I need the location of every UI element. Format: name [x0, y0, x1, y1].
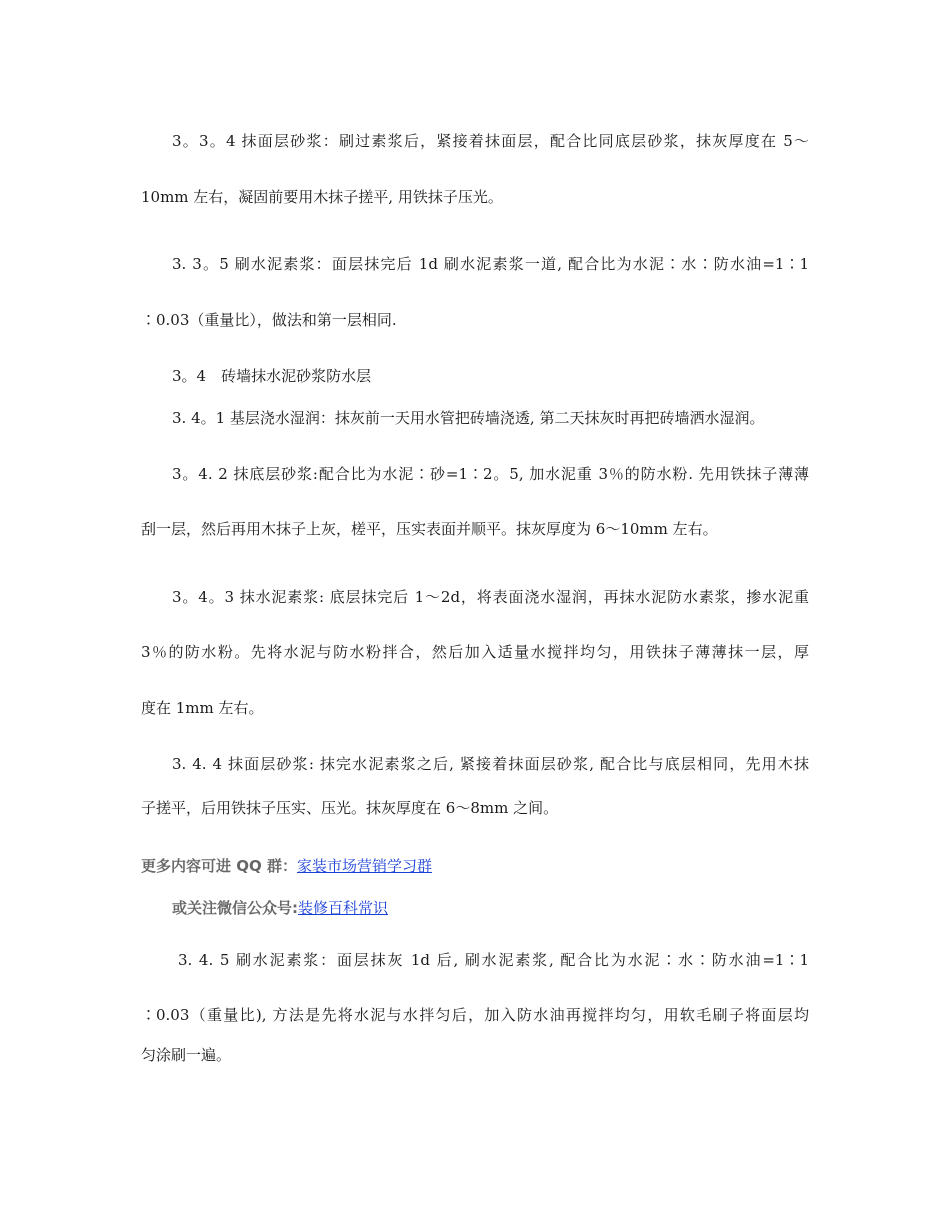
text-line: 3％的防水粉。先将水泥与防水粉拌合，然后加入适量水搅拌均匀，用铁抹子薄薄抹一层，厚 [141, 643, 809, 661]
paragraph-3-3-5 [0, 254, 950, 274]
promo-wechat-label: 或关注微信公众号: [172, 899, 298, 917]
text-line: 3。4。3 抹水泥素浆: 底层抹完后 1～2d，将表面浇水湿润，再抹水泥防水素浆，掺水泥重 [172, 588, 809, 606]
paragraph-3-4-2-cont [0, 519, 950, 539]
paragraph-3-4-4-cont [0, 798, 950, 818]
paragraph-3-4-5-cont [0, 1005, 950, 1025]
paragraph-3-3-4-cont [0, 187, 950, 207]
section-heading: 3。4 砖墙抹水泥砂浆防水层 [172, 367, 372, 385]
text-line: ∶0.03（重量比), 方法是先将水泥与水拌匀后，加入防水油再搅拌均匀，用软毛刷子将面层均 [141, 1006, 809, 1024]
text-line: 3. 4。1 基层浇水湿润：抹灰前一天用水管把砖墙浇透, 第二天抹灰时再把砖墙洒水湿润。 [172, 409, 765, 427]
paragraph-3-4-3-cont2 [0, 698, 950, 718]
paragraph-3-3-5-cont [0, 310, 950, 330]
text-line: 3. 4. 4 抹面层砂浆: 抹完水泥素浆之后, 紧接着抹面层砂浆, 配合比与底层相同，先用木抹 [172, 755, 809, 773]
text-line: 度在 1mm 左右。 [141, 699, 264, 717]
paragraph-3-4-3 [0, 587, 950, 607]
text-line: 3. 4. 5 刷水泥素浆：面层抹灰 1d 后, 刷水泥素浆, 配合比为水泥∶水∶防水油=1∶1 [178, 951, 809, 969]
promo-qq-label: 更多内容可进 QQ 群： [141, 857, 297, 875]
paragraph-3-4-3-cont [0, 642, 950, 662]
qq-group-link[interactable]: 家装市场营销学习群 [296, 857, 432, 875]
paragraph-3-4-1 [0, 408, 950, 428]
text-line: 3. 3。5 刷水泥素浆：面层抹完后 1d 刷水泥素浆一道, 配合比为水泥∶水∶防水油=1∶1 [172, 255, 809, 273]
section-heading-3-4 [0, 366, 950, 386]
text-line: 子搓平，后用铁抹子压实、压光。抹灰厚度在 6～8mm 之间。 [141, 799, 559, 817]
promo-qq-line [0, 856, 950, 876]
promo-wechat-line [0, 898, 950, 918]
text-line: 刮一层，然后再用木抹子上灰，槎平，压实表面并顺平。抹灰厚度为 6～10mm 左右。 [141, 520, 718, 538]
text-line: 10mm 左右，凝固前要用木抹子搓平, 用铁抹子压光。 [141, 188, 503, 206]
paragraph-3-4-4 [0, 754, 950, 774]
paragraph-3-3-4 [0, 131, 950, 151]
paragraph-3-4-2 [0, 464, 950, 484]
text-line: 匀涂刷一遍。 [141, 1046, 232, 1064]
paragraph-3-4-5-cont2 [0, 1045, 950, 1065]
text-line: ∶0.03（重量比），做法和第一层相同. [141, 311, 397, 329]
wechat-account-link[interactable]: 装修百科常识 [298, 899, 389, 917]
paragraph-3-4-5 [0, 950, 950, 970]
text-line: 3。4. 2 抹底层砂浆:配合比为水泥∶砂=1∶2。5, 加水泥重 3％的防水粉. 先用铁抹子薄薄 [172, 465, 809, 483]
text-line: 3。3。4 抹面层砂浆：刷过素浆后，紧接着抹面层，配合比同底层砂浆，抹灰厚度在 5～ [172, 132, 809, 150]
